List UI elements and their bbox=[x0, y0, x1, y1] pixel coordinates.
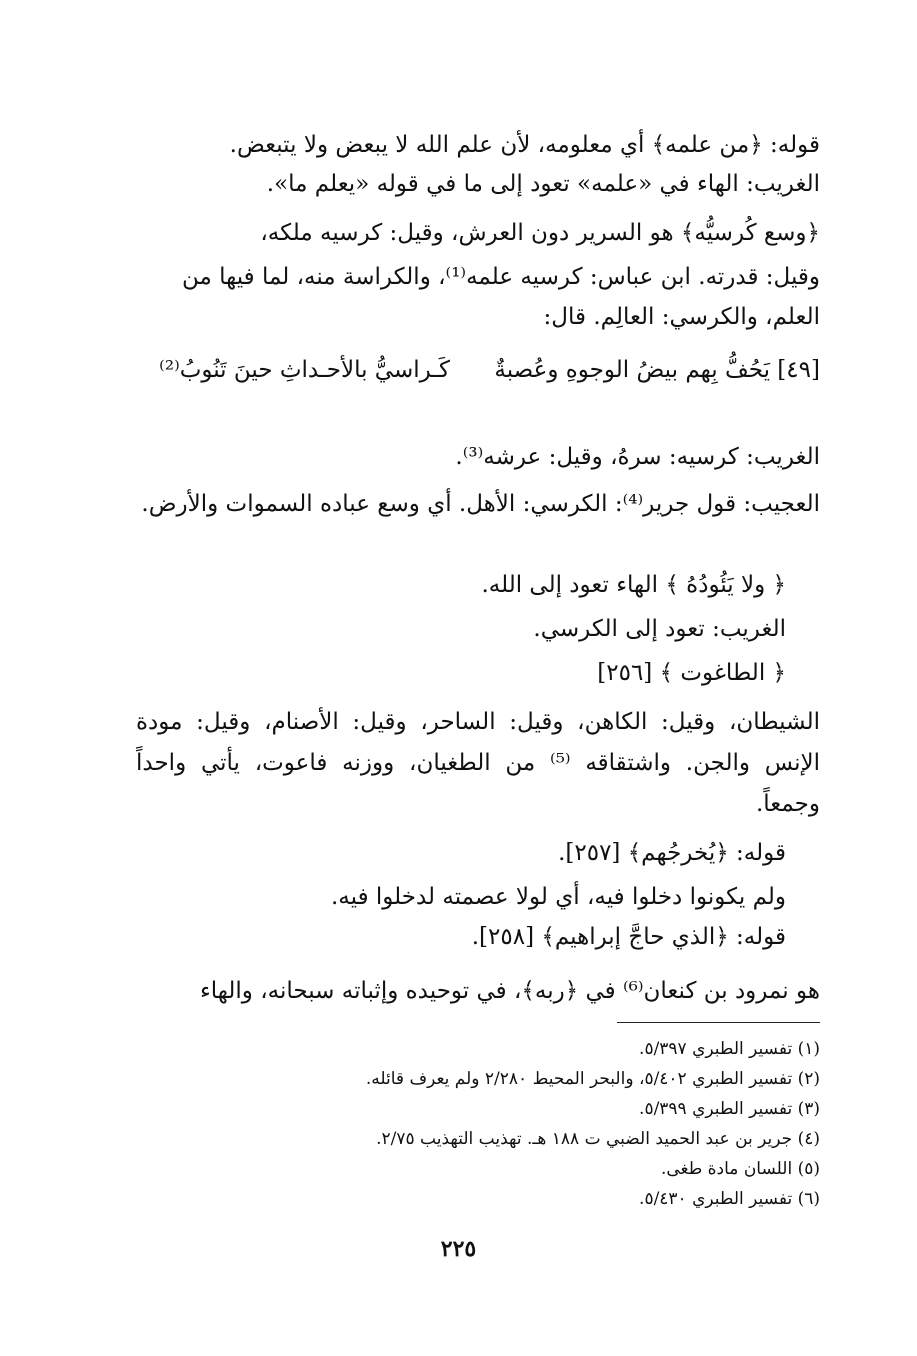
text-line-3: ﴿وسع كُرسيُّه﴾ هو السرير دون العرش، وقيل: كرسيه ملكه، bbox=[260, 220, 820, 246]
text-line-ismah: ولم يكونوا دخلوا فيه، أي لولا عصمته لدخلوا فيه. bbox=[330, 884, 786, 910]
footnote-5: (٥) اللسان مادة طغى. bbox=[660, 1159, 820, 1179]
verse-hemistich-second: كَـراسيُّ بالأحـداثِ حينَ تَنُوبُ⁽²⁾ bbox=[159, 357, 450, 383]
footnote-4: (٤) جرير بن عبد الحميد الضبي ت ١٨٨ هـ. تهذيب التهذيب ٢/٧٥. bbox=[376, 1129, 820, 1149]
footnote-separator bbox=[617, 1022, 820, 1023]
text-para-shaytan: الشيطان، وقيل: الكاهن، وقيل: الساحر، وقيل: الأصنام، وقيل: مودة الإنس والجن. واشتقاقه ⁽⁵⁾ من الطغيان، ووزنه فاعوت، يأتي واحداً وجمعاً. bbox=[136, 709, 820, 817]
footnote-2: (٢) تفسير الطبري ٥/٤٠٢، والبحر المحيط ٢/٢٨٠ ولم يعرف قائله. bbox=[365, 1069, 820, 1089]
text-line-nimrod: هو نمرود بن كنعان⁽⁶⁾ في ﴿ربه﴾، في توحيده وإثباته سبحانه، والهاء bbox=[199, 978, 820, 1004]
page-number: ٢٢٥ bbox=[440, 1236, 477, 1262]
text-line-yauduhu: ﴿ ولا يَئُودُهُ ﴾ الهاء تعود إلى الله. bbox=[481, 572, 786, 598]
text-line-ibrahim: قوله: ﴿الذي حاجَّ إبراهيم﴾ [٢٥٨]. bbox=[471, 924, 786, 950]
text-line-4: وقيل: قدرته. ابن عباس: كرسيه علمه⁽¹⁾، والكراسة منه، لما فيها من bbox=[181, 264, 820, 290]
footnote-3: (٣) تفسير الطبري ٥/٣٩٩. bbox=[639, 1099, 820, 1119]
text-line-1: قوله: ﴿من علمه﴾ أي معلومه، لأن علم الله لا يبعض ولا يتبعض. bbox=[229, 132, 820, 158]
text-line-taghut: ﴿ الطاغوت ﴾ [٢٥٦] bbox=[597, 660, 786, 686]
footnote-1: (١) تفسير الطبري ٥/٣٩٧. bbox=[639, 1039, 820, 1059]
verse-hemistich-first: [٤٩] يَحُفُّ بِهم بيضُ الوجوهِ وعُصبةٌ bbox=[494, 357, 820, 383]
text-para-ajib: العجيب: قول جرير⁽⁴⁾: الكرسي: الأهل. أي وسع عباده السموات والأرض. bbox=[141, 491, 820, 517]
footnote-6: (٦) تفسير الطبري ٥/٤٣٠. bbox=[639, 1189, 820, 1209]
text-line-yukhrijuhum: قوله: ﴿يُخرجُهم﴾ [٢٥٧]. bbox=[558, 840, 786, 866]
text-line-2: الغريب: الهاء في «علمه» تعود إلى ما في قوله «يعلم ما». bbox=[266, 171, 820, 197]
text-line-5: العلم، والكرسي: العالِم. قال: bbox=[543, 304, 820, 330]
text-line-gharib: الغريب: كرسيه: سرهُ، وقيل: عرشه⁽³⁾. bbox=[455, 444, 820, 470]
text-line-kursi: الغريب: تعود إلى الكرسي. bbox=[533, 616, 786, 642]
